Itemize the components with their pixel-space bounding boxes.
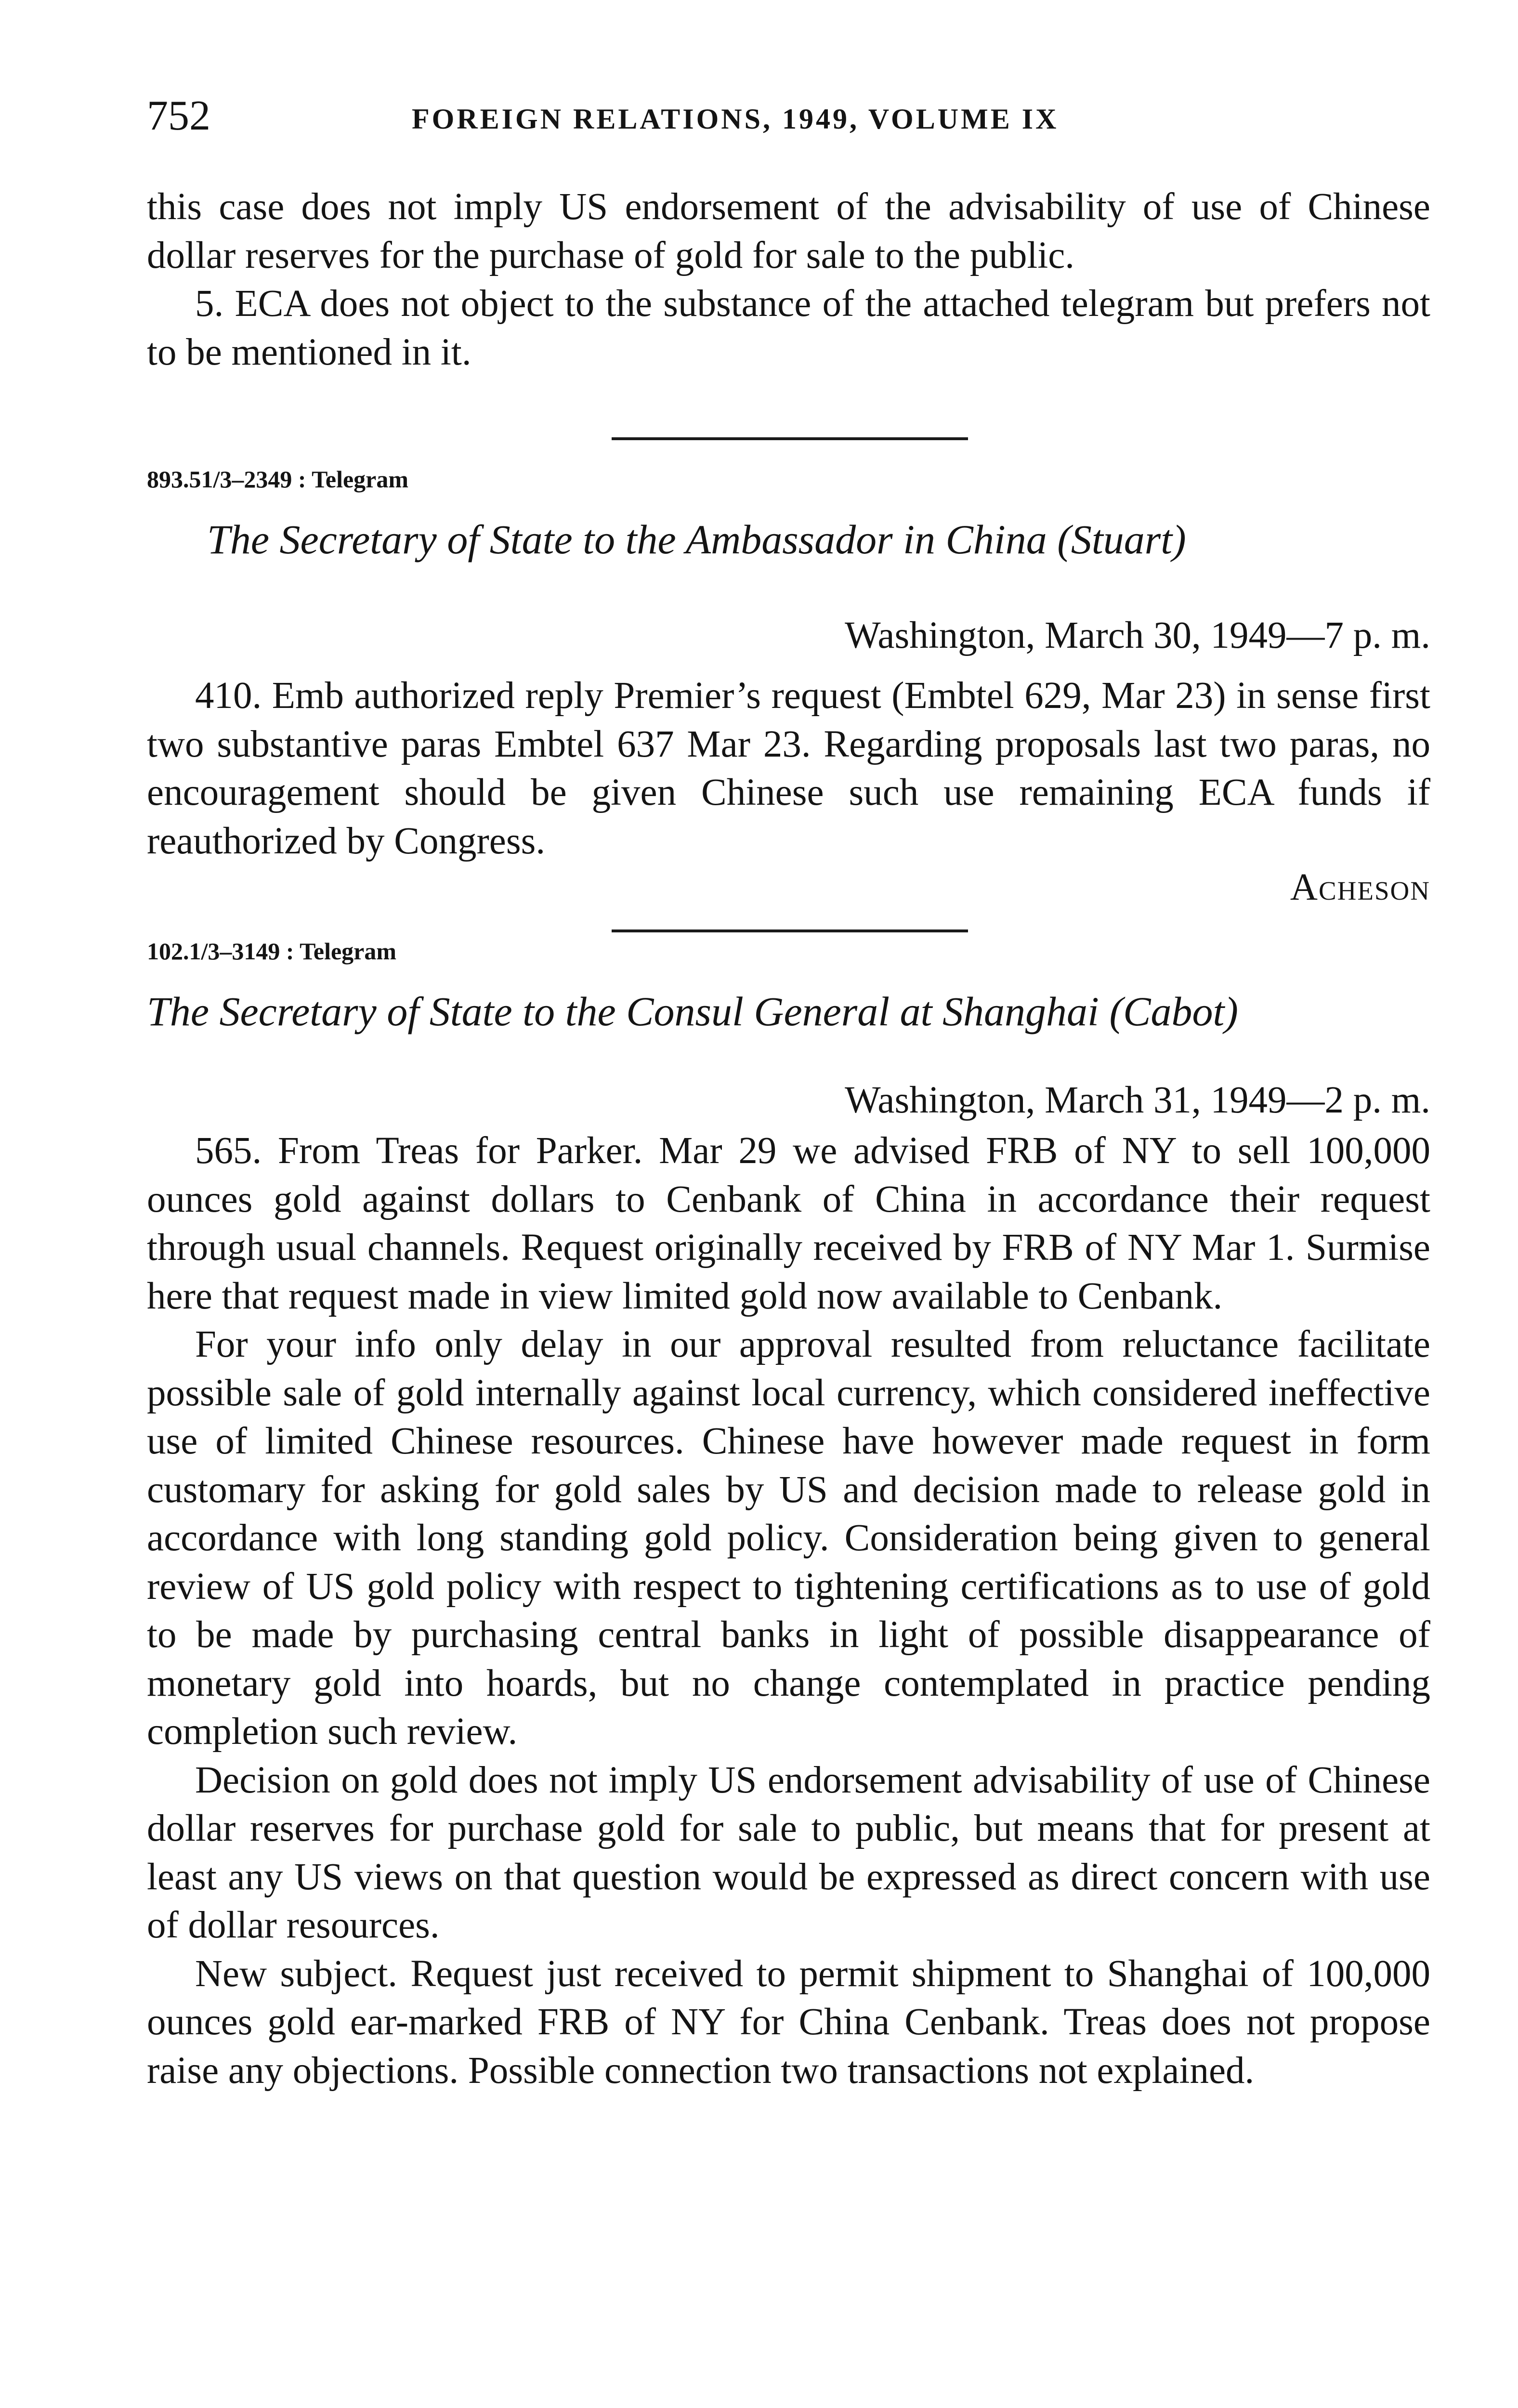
body-paragraph: New subject. Request just received to permit shipment to Shanghai of 100,000 ounces gold ear-marked FRB of NY for China Cenbank. Treas does not propose raise any objections. Possible connection two transactions not explained. — [147, 1952, 1430, 2092]
body-paragraph: For your info only delay in our approval resulted from reluctance facilitate possible sale of gold internally against local currency, which considered ineffective use of limited Chinese resources. Chinese have however made request in form customary for asking for gold sales by US and decision made to release gold in accordance with long standing gold policy. Consideration being given to general review of US gold policy with respect to tightening certifications as to use of gold to be made by purchasing central banks in light of possible disappearance of monetary gold into hoards, but no change contemplated in practice pending completion such review. — [147, 1323, 1430, 1753]
dateline: Washington, March 31, 1949—2 p. m. — [845, 1079, 1430, 1121]
telegram-body — [147, 672, 1430, 865]
running-header — [147, 90, 1430, 147]
section-divider — [612, 929, 968, 932]
body-paragraph: Decision on gold does not imply US endorsement advisability of use of Chinese dollar reserves for purchase gold for sale to public, but means that for present at least any US views on that question would be expressed as direct concern with use of dollar resources. — [147, 1759, 1430, 1946]
body-paragraph: 565. From Treas for Parker. Mar 29 we advised FRB of NY to sell 100,000 ounces gold against dollars to Cenbank of China in accordance their request through usual channels. Request originally received by FRB of NY Mar 1. Surmise here that request made in view limited gold now available to Cenbank. — [147, 1130, 1430, 1317]
body-paragraph: 410. Emb authorized reply Premier’s request (Embtel 629, Mar 23) in sense first two substantive paras Embtel 637 Mar 23. Regarding proposals last two paras, no encouragement should be given Chinese such use remaining ECA funds if reauthorized by Congress. — [147, 675, 1430, 862]
document-title: The Secretary of State to the Consul General at Shanghai (Cabot) — [147, 988, 1238, 1034]
running-title: FOREIGN RELATIONS, 1949, VOLUME IX — [412, 103, 1059, 135]
dateline: Washington, March 30, 1949—7 p. m. — [845, 615, 1430, 656]
telegram-body — [147, 1127, 1430, 2095]
signature: Acheson — [1290, 866, 1430, 908]
document-title: The Secretary of State to the Ambassador in China (Stuart) — [207, 516, 1186, 563]
continued-paragraph: this case does not imply US endorsement of the advisability of use of Chinese dollar reserves for the purchase of gold for sale to the public. — [147, 186, 1430, 276]
section-divider — [612, 437, 968, 440]
paragraph-5: 5. ECA does not object to the substance of the attached telegram but prefers not to be mentioned in it. — [147, 283, 1430, 373]
page-number: 752 — [147, 92, 210, 139]
file-reference: 102.1/3–3149 : Telegram — [147, 938, 397, 965]
file-reference: 893.51/3–2349 : Telegram — [147, 466, 409, 493]
intro-section — [147, 183, 1430, 377]
